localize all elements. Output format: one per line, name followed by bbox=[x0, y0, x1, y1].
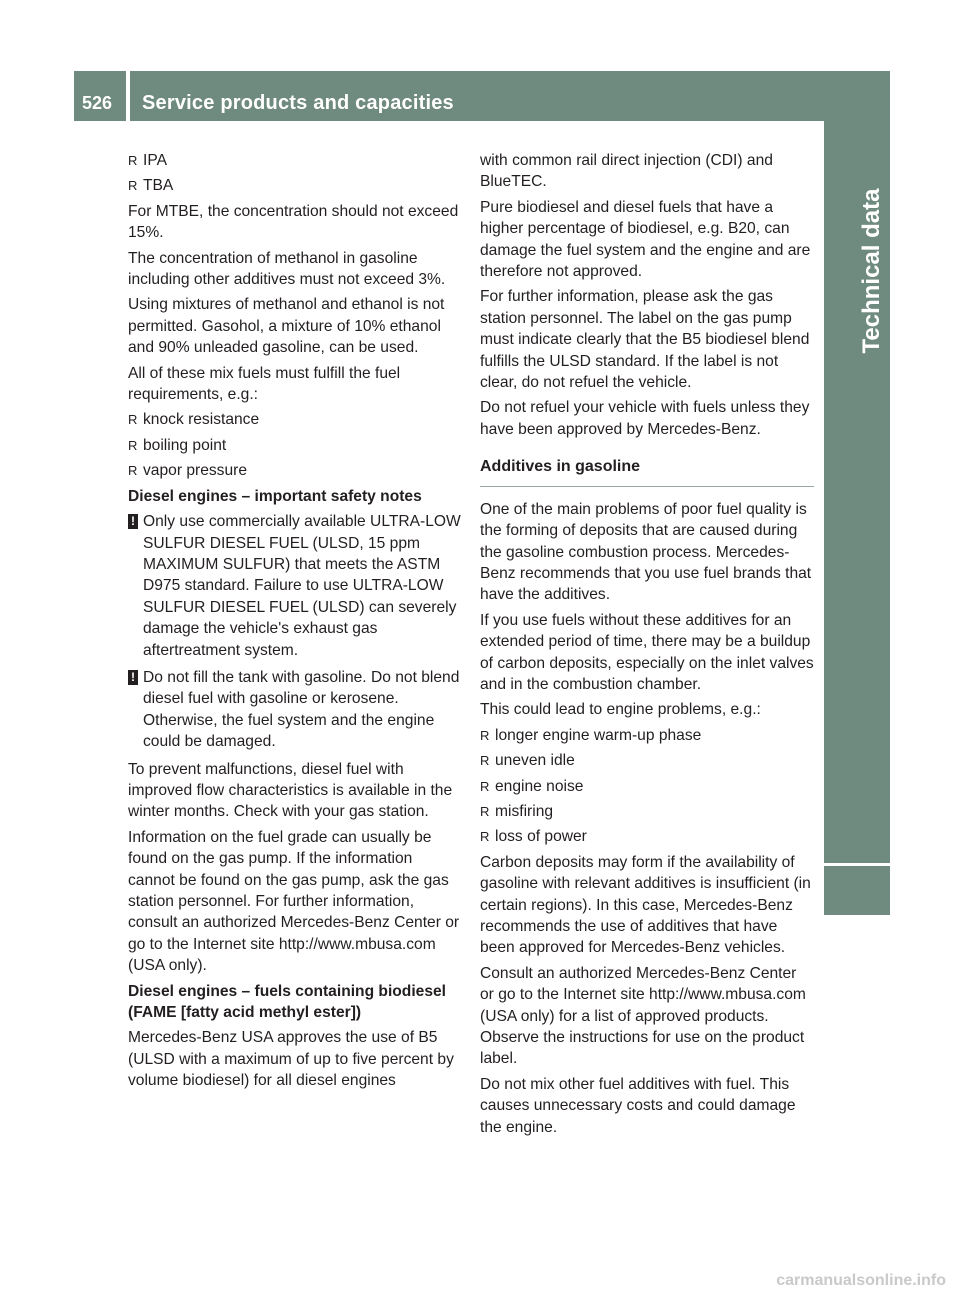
page-title: Service products and capacities bbox=[130, 71, 890, 121]
warning-icon: ! bbox=[128, 670, 138, 685]
paragraph: This could lead to engine problems, e.g.: bbox=[480, 701, 761, 719]
paragraph: For MTBE, the concentration should not exceed 15%. bbox=[128, 202, 459, 242]
side-tab-label-wrap bbox=[824, 121, 890, 863]
list-item: R knock resistance bbox=[128, 409, 462, 430]
list-item: R boiling point bbox=[128, 435, 462, 456]
paragraph: One of the main problems of poor fuel quality is the forming of deposits that are caused during the gasoline combustion process. Mercedes-Benz recommends that you use fuel brands that have the additives. bbox=[480, 500, 812, 604]
subheading-biodiesel: Diesel engines – fuels containing biodiesel (FAME [fatty acid methyl ester]) bbox=[128, 982, 447, 1022]
page-number: 526 bbox=[74, 71, 126, 121]
paragraph: Using mixtures of methanol and ethanol is not permitted. Gasohol, a mixture of 10% ethanol and 90% unleaded gasoline, can be used. bbox=[128, 296, 445, 357]
paragraph: Information on the fuel grade can usually be found on the gas pump. If the information cannot be found on the gas pump, ask the gas station personnel. For further information, consult an authorized Mercedes-Benz Center or go to the Internet site http://www.mbusa.com (USA only). bbox=[128, 828, 460, 975]
side-tab-label: Technical data bbox=[858, 188, 885, 354]
paragraph: To prevent malfunctions, diesel fuel with improved flow characteristics is available in the winter months. Check with your gas station. bbox=[128, 760, 453, 821]
warning-icon: ! bbox=[128, 514, 138, 529]
page-header bbox=[74, 71, 890, 121]
paragraph: Carbon deposits may form if the availability of gasoline with relevant additives is insufficient (in certain regions). In this case, Mercedes-Benz recommends the use of additives that have been approved for Mercedes-Benz vehicles. bbox=[480, 853, 811, 957]
paragraph: Do not refuel your vehicle with fuels unless they have been approved by Mercedes-Benz. bbox=[480, 399, 810, 438]
paragraph: All of these mix fuels must fulfill the fuel requirements, e.g.: bbox=[128, 364, 401, 404]
warning-text: Do not fill the tank with gasoline. Do not blend diesel fuel with gasoline or kerosene. Otherwise, the fuel system and the engine could be damaged. bbox=[143, 668, 460, 751]
side-tab-marker bbox=[824, 866, 890, 915]
list-item: R longer engine warm-up phase bbox=[480, 725, 814, 746]
paragraph: Consult an authorized Mercedes-Benz Center or go to the Internet site http://www.mbusa.com (USA only) for a list of approved products. Observe the instructions for use on the product label. bbox=[480, 964, 806, 1068]
paragraph: If you use fuels without these additives for an extended period of time, there may be a buildup of carbon deposits, especially on the inlet valves and in the combustion chamber. bbox=[480, 611, 814, 693]
watermark: carmanualsonline.info bbox=[776, 1272, 946, 1289]
paragraph: The concentration of methanol in gasoline including other additives must not exceed 3%. bbox=[128, 249, 446, 289]
list-item: R loss of power bbox=[480, 826, 814, 847]
list-item: R misfiring bbox=[480, 801, 814, 822]
section-heading-additives: Additives in gasoline bbox=[480, 456, 814, 486]
paragraph: with common rail direct injection (CDI) and BlueTEC. bbox=[480, 152, 773, 191]
paragraph: Pure biodiesel and diesel fuels that have a higher percentage of biodiesel, e.g. B20, can damage the fuel system and the engine and are therefore not approved. bbox=[480, 198, 811, 281]
list-item: R engine noise bbox=[480, 776, 814, 797]
subheading-diesel-safety: Diesel engines – important safety notes bbox=[128, 487, 422, 505]
right-column bbox=[480, 150, 814, 1142]
warning-note bbox=[128, 511, 462, 661]
list-item: R vapor pressure bbox=[128, 460, 462, 481]
list-item: R uneven idle bbox=[480, 750, 814, 771]
list-item: R IPA bbox=[128, 150, 462, 171]
warning-note bbox=[128, 667, 462, 753]
paragraph: Mercedes-Benz USA approves the use of B5 (ULSD with a maximum of up to five percent by volume biodiesel) for all diesel engines bbox=[128, 1029, 454, 1090]
warning-text: Only use commercially available ULTRA-LOW SULFUR DIESEL FUEL (ULSD, 15 ppm MAXIMUM SULFUR) that meets the ASTM D975 standard. Failure to use ULTRA-LOW SULFUR DIESEL FUEL (ULSD) can severely damage the vehicle's exhaust gas aftertreatment system. bbox=[143, 513, 461, 659]
list-item: R TBA bbox=[128, 175, 462, 196]
left-column bbox=[128, 150, 462, 1096]
paragraph: Do not mix other fuel additives with fuel. This causes unnecessary costs and could damage the engine. bbox=[480, 1075, 796, 1136]
paragraph: For further information, please ask the gas station personnel. The label on the gas pump must indicate clearly that the B5 biodiesel blend fulfills the ULSD standard. If the label is not clear, do not refuel the vehicle. bbox=[480, 288, 810, 392]
